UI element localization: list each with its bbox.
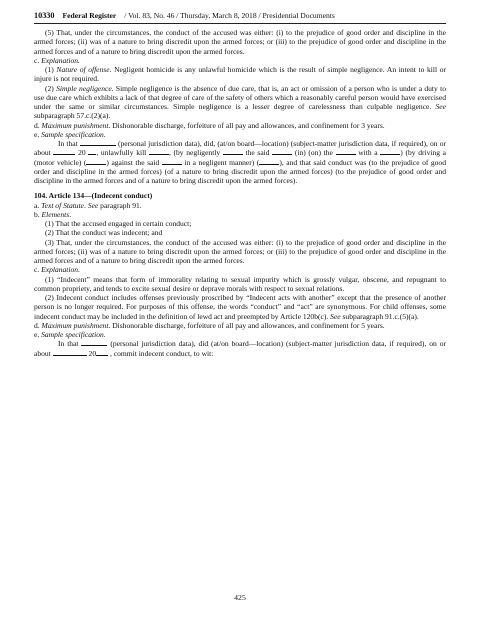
- page-folio: 425: [234, 593, 246, 602]
- element-1: (1) That the accused engaged in certain conduct;: [45, 219, 192, 228]
- indecent-conduct-paragraph: (2) Indecent conduct includes offenses previously proscribed by “Indecent acts with another” except that the presence of another person is no longer required. For purposes of this offense, the words “conduct” and “act” are synonymous. For child offenses, some indecent conduct may be included in the definition of lewd act and preempted by Article 120b(c). See subparagraph 91.c.(5)(a).: [34, 293, 446, 321]
- publication-name: Federal Register: [62, 11, 117, 20]
- explanation-heading: c. Explanation.: [34, 55, 80, 65]
- sample-specification-text: In that (personal jurisdiction data), did, (at/on board—location) (subject-matter jurisdiction data, if required), on or about 20 , unlawfully kill , (by negligently the said (in) (on) the with a ) (by driving a (motor vehicle) ( ) against the said in a negligent manner) ( ), and that said conduct was (to the prejudice of good order and discipline in the armed forces) (of a nature to bring discredit upon the armed forces) (to the prejudice of good order and discipline in the armed forces and of a nature to bring discredit upon the armed forces).: [34, 139, 447, 185]
- text-of-statute-paragraph: a. Text of Statute. See paragraph 91.: [34, 200, 142, 210]
- sample-specification-heading: e. Sample specification.: [34, 129, 106, 139]
- sample-specification-heading: e. Sample specification.: [34, 330, 106, 339]
- simple-negligence-paragraph: (2) Simple negligence. Simple negligence is the absence of due care, that is, an act or omission of a person who is under a duty to use due care which exhibits a lack of that degree of care of the safety of others which a reasonably careful person would have exercised under the same or similar circumstances. Simple negligence is a lesser degree of carelessness than culpable negligence. See subparagraph 57.c.(2)(a).: [34, 83, 446, 121]
- element-3: (3) That, under the circumstances, the conduct of the accused was either: (i) to the prejudice of good order and discipline in the armed forces; (ii) was of a nature to bring discredit upon the armed forces; or (iii) to the prejudice of good order and discipline in the armed forces and of a nature to bring discredit upon the armed forces.: [34, 237, 446, 265]
- fill-blank: [259, 158, 279, 165]
- fill-blank: [81, 339, 107, 346]
- fill-blank: [53, 349, 87, 356]
- explanation-heading: c. Explanation.: [34, 265, 80, 275]
- nature-of-offense-paragraph: (1) Nature of offense. Negligent homicide is any unlawful homicide which is the result of simple negligence. An intent to kill or injure is not required.: [34, 65, 446, 84]
- page-number: 10330: [34, 11, 55, 20]
- page-header: [34, 11, 446, 20]
- fill-blank: [149, 148, 169, 155]
- fill-blank: [86, 158, 106, 165]
- elements-heading: b. Elements.: [34, 209, 72, 219]
- header-rule: [34, 23, 446, 24]
- element-5: (5) That, under the circumstances, the conduct of the accused was either: (i) to the prejudice of good order and discipline in the armed forces; (ii) was of a nature to bring discredit upon the armed forces; or (iii) to the prejudice of good order and discipline in the armed forces and of a nature to bring discredit upon the armed forces.: [34, 28, 446, 56]
- fill-blank: [53, 148, 75, 155]
- document-body: [34, 28, 446, 358]
- fill-blank: [162, 158, 182, 165]
- fill-blank: [272, 148, 292, 155]
- maximum-punishment-paragraph: d. Maximum punishment. Dishonorable discharge, forfeiture of all pay and allowances, and confinement for 3 years.: [34, 120, 385, 130]
- fill-blank: [380, 148, 400, 155]
- fill-blank: [336, 148, 356, 155]
- indecent-definition-paragraph: (1) “Indecent” means that form of immorality relating to sexual impurity which is grossly vulgar, obscene, and repugnant to common propriety, and tends to excite sexual desire or deprave morals with respect to sexual relations.: [34, 274, 446, 293]
- fill-blank: [223, 148, 243, 155]
- maximum-punishment-paragraph: d. Maximum punishment. Dishonorable discharge, forfeiture of all pay and allowances, and confinement for 5 years.: [34, 320, 385, 330]
- fill-blank: [96, 349, 108, 356]
- element-2: (2) That the conduct was indecent; and: [45, 228, 163, 238]
- article-104-heading: 104. Article 134—(Indecent conduct): [34, 191, 153, 201]
- publication-details: / Vol. 83, No. 46 / Thursday, March 8, 2018 / Presidential Documents: [124, 11, 335, 20]
- sample-specification-text: In that (personal jurisdiction data), did (at/on board—location) (subject-matter jurisdiction data, if required), on or about 20 , commit indecent conduct, to wit:: [34, 339, 446, 358]
- fill-blank: [80, 139, 116, 146]
